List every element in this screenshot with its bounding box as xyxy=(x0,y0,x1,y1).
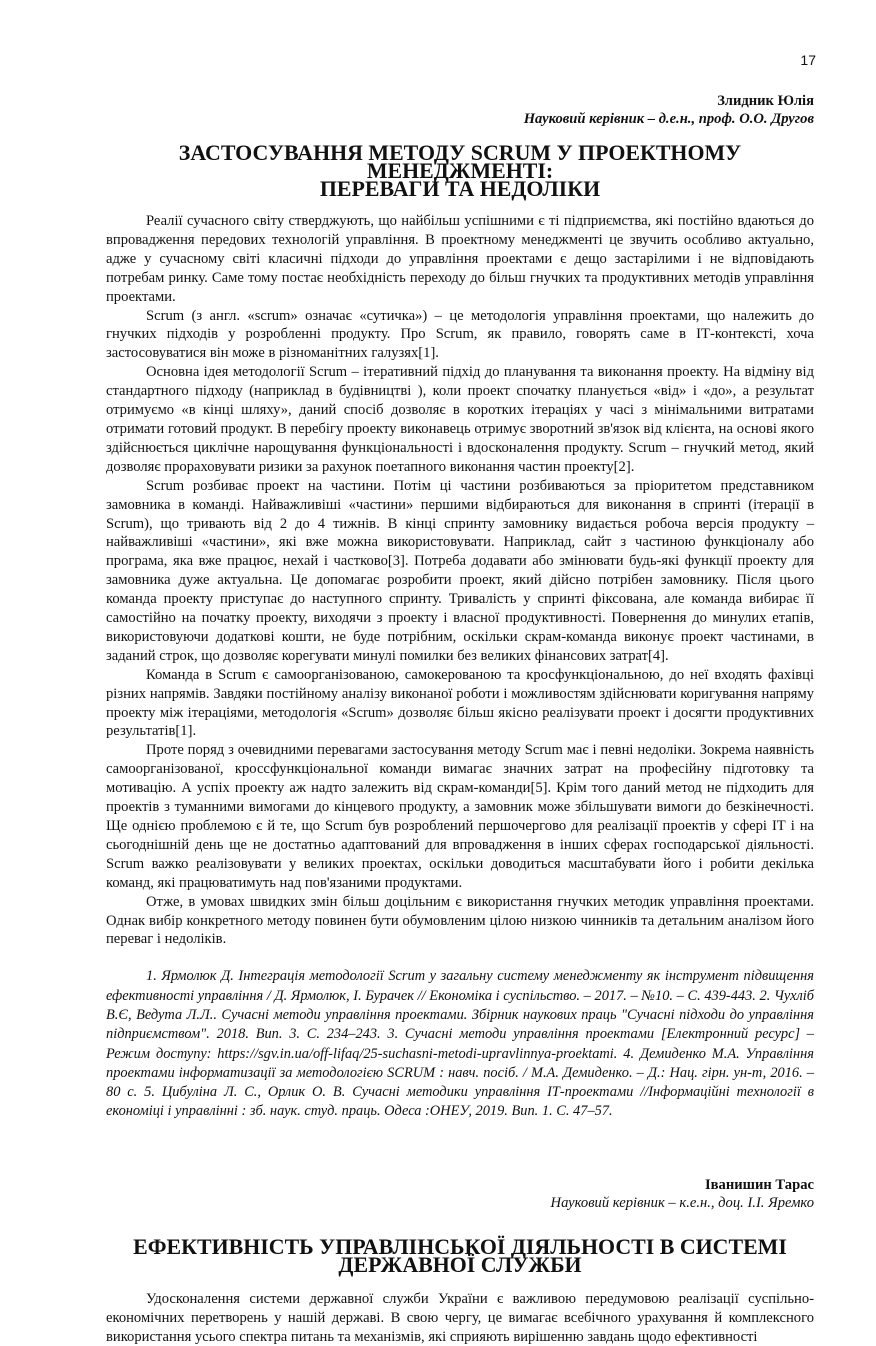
article1-paragraph-7: Отже, в умовах швидких змін більш доцільним є використання гнучких методик управління проектами. Однак вибір конкретного методу повинен бути обумовленим цілою низкою чинників та детальним аналізом його переваг і недоліків. xyxy=(106,893,814,948)
page-content xyxy=(106,92,814,1346)
article2-author: Іванишин Тарас xyxy=(704,1176,814,1193)
article1-paragraph-2: Scrum (з англ. «scrum» означає «сутичка») – це методологія управління проектами, що належить до гнучких підходів у розробленні продукту. Про Scrum, як правило, говорять саме в ІТ-контексті, хоча застосовуватися він може в різноманітних галузях[1]. xyxy=(106,307,814,362)
article1-paragraph-4: Scrum розбиває проект на частини. Потім ці частини розбиваються за пріоритетом представником замовника в команді. Найважливіші «частини» першими відбираються для виконання в спринті (ітерації в Scrum), що тривають від 2 до 4 тижнів. В кінці спринту замовнику видається робоча версія продукту – найважливіші «частини», які вже можна використовувати. Наприклад, сайт з частиною функціоналу або програма, яка вже працює, нехай і частково[3]. Потреба додавати або змінювати будь-які функції проекту для замовника дуже актуальна. Це допомагає розробити проект, який дійсно потрібен замовнику. Після цього команда проекту приступає до наступного спринту. Тривалість у спринті фіксована, але команда вибирає її самостійно на початку проекту, виходячи з проекту і власної продуктивності. Повернення до минулих етапів, використовуючи додаткові кошти, не буде потрібним, оскільки скрам-команда виконує проект частинами, в заданий строк, що дозволяє корегувати минулі помилки без великих фінансових затрат[4]. xyxy=(106,477,814,664)
article2-title: ЕФЕКТИВНІСТЬ УПРАВЛІНСЬКОЇ ДІЯЛЬНОСТІ В СИСТЕМІ ДЕРЖАВНОЇ СЛУЖБИ xyxy=(133,1233,787,1277)
article-civil-service xyxy=(106,1176,814,1346)
article1-author: Злидник Юлія xyxy=(717,93,814,109)
article1-advisor: Науковий керівник – д.е.н., проф. О.О. Другов xyxy=(523,111,814,127)
article1-references: 1. Ярмолюк Д. Інтеграція методології Scrum у загальну систему менеджменту як інструмент підвищення ефективності управління / Д. Ярмолюк, І. Бурачек // Економіка і суспільство. – 2017. – №10. – С. 439-443. 2. Чухліб В.Є, Ведута Л.Л.. Сучасні методи управління проектами. Збірник наукових праць "Сучасні підходи до управління підприємством". 2018. Вип. 3. С. 234–243. 3. Сучасні методи управління проектами [Електронний ресурс] – Режим доступу: https://sgv.in.ua/off-lifaq/25-suchasni-metodi-upravlinnya-proektami. 4. Демиденко М.А. Управління проектами інформатизації за методологією SCRUM : навч. посіб. / М.А. Демиденко. – Д.: Нац. гірн. ун-т, 2016. – 80 с. 5. Цибуліна Л. С., Орлик О. В. Сучасні методики управління ІТ-проектами //Інформаційні технології в економіці і управлінні : зб. наук. студ. праць. Одеса :ОНЕУ, 2019. Вип. 1. С. 47–57. xyxy=(106,968,814,1120)
article1-paragraph-3: Основна ідея методології Scrum – ітеративний підхід до планування та виконання проекту. На відміну від стандартного підходу (наприклад в будівництві ), коли проект спочатку планується «від» і «до», а результат отримуємо «в кінці шляху», даний спосіб дозволяє в коротких ітераціях у часі з мінімальними витратами отримати готовий продукт. В перебігу проекту виконавець отримує зворотний зв'язок від клієнта, на основі якого здійснюється циклічне нарощування функціональності і вдосконалення продукту. Scrum – гнучкий метод, який дозволяє прораховувати ризики за рахунок поетапного виконання частин проекту[2]. xyxy=(106,364,814,475)
page-number: 17 xyxy=(800,52,816,68)
article1-paragraph-5: Команда в Scrum є самоорганізованою, самокерованою та кросфункціональною, до неї входять фахівці різних напрямів. Завдяки постійному аналізу виконаної роботи і можливостям здійснювати коригування напряму проекту між ітераціями, методологія «Scrum» дозволяє більш якісно реалізувати проект і досягти продуктивних результатів[1]. xyxy=(106,666,814,740)
article2-paragraph-1: Удосконалення системи державної служби України є важливою передумовою реалізації суспільно-економічних перетворень у нашій державі. В свою чергу, це вимагає всебічного урахування й комплексного використання усього спектра питань та механізмів, які сприяють вирішенню завдань щодо ефективності xyxy=(106,1290,814,1345)
article1-title-line1: ЗАСТОСУВАННЯ МЕТОДУ SCRUM У ПРОЕКТНОМУ МЕНЕДЖМЕНТІ: xyxy=(178,140,742,183)
article1-paragraph-1: Реалії сучасного світу стверджують, що найбільш успішними є ті підприємства, які постійно вдаються до впровадження передових технологій управління. В проектному менеджменті це звучить особливо актуально, адже у сучасному світі класичні підходи до управління проектами є дещо застарілими і не відповідають потребам ринку. Саме тому постає необхідність переходу до більш гнучких та продуктивних методів управління проектами. xyxy=(106,213,814,305)
article1-title xyxy=(106,140,814,201)
article1-paragraph-6: Проте поряд з очевидними перевагами застосування методу Scrum має і певні недоліки. Зокрема наявність самоорганізованої, кроссфункціональної команди вимагає значних затрат на професійну підготовку та мотивацію. А успіх проекту аж надто залежить від скрам-команди[5]. Крім того даний метод не підходить для проектів з туманними вимогами до кінцевого продукту, а замовник може збільшувати вимоги до безкінечності. Ще однією проблемою є й те, що Scrum був розроблений першочергово для реалізації проектів у сфері ІТ і на сьогоднішній день ще не достатньо адаптований для впровадження в інших сферах господарської діяльності. Scrum важко реалізовувати у великих проектах, оскільки доводиться масштабувати його і робити декілька команд, які працюватимуть над пов'язаними продуктами. xyxy=(106,742,814,891)
article2-advisor: Науковий керівник – к.е.н., доц. І.І. Яремко xyxy=(550,1194,814,1211)
article1-title-line2: ПЕРЕВАГИ ТА НЕДОЛІКИ xyxy=(319,176,601,201)
article-scrum xyxy=(106,92,814,1122)
